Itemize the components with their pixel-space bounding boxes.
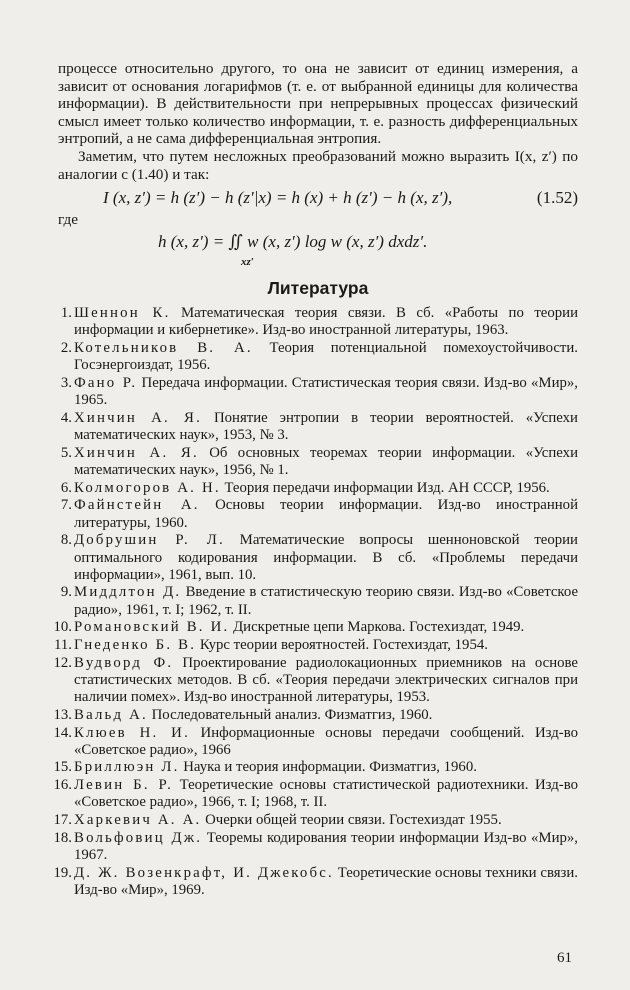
reference-author: Д. Ж. Возенкрафт, И. Джекобс.: [74, 864, 334, 881]
equation-number: (1.52): [536, 188, 578, 208]
reference-number: 16.: [53, 777, 72, 794]
reference-text: Теоретические основы техники связи. Изд-во «Мир», 1969.: [74, 864, 579, 898]
reference-author: Миддлтон Д.: [74, 584, 182, 601]
reference-author: Фано Р.: [74, 374, 138, 391]
reference-number: 15.: [53, 759, 72, 776]
equation-1-52-expression: I (x, z′) = h (z′) − h (z′|x) = h (x) + h (z′) − h (x, z′),: [103, 188, 453, 208]
reference-item: [53, 777, 579, 811]
reference-item: [58, 305, 578, 339]
reference-author: Левин Б. Р.: [74, 777, 174, 794]
reference-item: [58, 445, 578, 479]
reference-author: Котельников В. А.: [74, 340, 253, 357]
reference-item: [53, 829, 578, 864]
reference-number: 13.: [53, 706, 72, 723]
reference-author: Шеннон К.: [74, 305, 171, 322]
reference-item: [53, 706, 578, 724]
reference-number: 1.: [60, 305, 72, 322]
reference-author: Файнстейн А.: [74, 497, 200, 514]
reference-author: Харкевич А. А.: [74, 812, 202, 829]
reference-item: [58, 584, 578, 618]
reference-number: 19.: [53, 864, 72, 881]
reference-item: [53, 724, 578, 759]
reference-text: Теория потенциальной помехоустойчивости. Госэнергоиздат, 1956.: [74, 340, 578, 374]
equation-entropy: [58, 228, 578, 272]
reference-list: [53, 305, 579, 899]
reference-author: Вудворд Ф.: [74, 654, 174, 671]
reference-author: Бриллюэн Л.: [74, 759, 180, 776]
reference-text: Понятие энтропии в теории вероятностей. «Успехи математических наук», 1953, № 3.: [74, 409, 578, 444]
reference-number: 12.: [53, 654, 72, 671]
reference-author: Клюев Н. И.: [74, 724, 190, 741]
reference-text: Информационные основы передачи сообщений. Изд-во «Советское радио», 1966: [74, 724, 578, 758]
reference-author: Колмогоров А. Н.: [74, 479, 221, 496]
reference-author: Хинчин А. Я.: [74, 409, 203, 426]
reference-item: [58, 480, 578, 497]
reference-author: Романовский В. И.: [74, 619, 230, 636]
reference-text: Курс теории вероятностей. Гостехиздат, 1954.: [199, 637, 488, 654]
equation-1-52: [58, 185, 578, 211]
where-word: где: [58, 211, 78, 229]
reference-text: Передача информации. Статистическая теория связи. Изд-во «Мир», 1965.: [74, 374, 578, 409]
reference-number: 9.: [60, 584, 72, 601]
reference-item: [54, 637, 578, 654]
integral-subscript: xz′: [241, 256, 254, 269]
reference-number: 6.: [60, 479, 72, 496]
reference-item: [58, 410, 578, 444]
reference-item: [53, 759, 578, 776]
reference-text: Последовательный анализ. Физматгиз, 1960.: [151, 706, 433, 723]
reference-author: Вальд А.: [74, 706, 148, 723]
reference-text: Дискретные цепи Маркова. Гостехиздат, 1949.: [233, 619, 525, 636]
reference-text: Основы теории информации. Изд-во иностранной литературы, 1960.: [74, 497, 578, 531]
equation-entropy-expression: h (x, z′) = ∬ w (x, z′) log w (x, z′) dxdz′.: [158, 232, 428, 252]
reference-number: 5.: [60, 444, 72, 461]
reference-text: Об основных теоремах теории информации. «Успехи математических наук», 1956, № 1.: [74, 444, 578, 478]
reference-item: [53, 619, 578, 636]
page-number: 61: [557, 950, 572, 966]
reference-item: [58, 532, 578, 584]
reference-text: Введение в статистическую теорию связи. Изд-во «Советское радио», 1961, т. I; 1962, т. II.: [74, 584, 579, 618]
reference-text: Теоремы кодирования теории информации Изд-во «Мир», 1967.: [74, 829, 578, 863]
reference-number: 10.: [53, 619, 72, 636]
reference-number: 17.: [53, 812, 72, 829]
reference-number: 11.: [54, 637, 72, 654]
reference-text: Теория передачи информации Изд. АН СССР, 1956.: [224, 479, 550, 496]
reference-author: Гнеденко Б. В.: [74, 637, 197, 654]
reference-number: 4.: [60, 409, 72, 426]
reference-text: Очерки общей теории связи. Гостехиздат 1955.: [205, 812, 502, 829]
reference-number: 14.: [53, 724, 72, 741]
body-paragraph-1: процессе относительно другого, то она не зависит от единиц измерения, а зависит от основания логарифмов (т. е. от выбранной единицы для количества информации). В действительности при непрерывных процессах физический смысл имеет только количество информации, т. е. разность дифференциальных энтропий, а не сама дифференциальная энтропия.: [58, 60, 578, 148]
reference-item: [53, 812, 578, 829]
reference-number: 7.: [60, 497, 72, 514]
reference-text: Математическая теория связи. В сб. «Работы по теории информации и кибернетике». Изд-во иностранной литературы, 1963.: [74, 305, 578, 339]
reference-text: Проектирование радиолокационных приемников на основе статистических методов. В сб. «Теория передачи электрических сигналов при наличии помех». Изд-во иностранной литературы, 1953.: [74, 654, 578, 706]
body-paragraph-2: Заметим, что путем несложных преобразований можно выразить I(x, z′) по аналогии с (1.40) и так:: [58, 147, 578, 183]
reference-number: 18.: [53, 829, 72, 846]
reference-item: [58, 340, 578, 374]
reference-item: [53, 864, 579, 899]
reference-text: Математические вопросы шенноновской теории оптимального кодирования информации. В сб. «Проблемы передачи информации», 1961, вып. 10.: [74, 532, 578, 583]
reference-author: Добрушин Р. Л.: [74, 532, 225, 549]
reference-number: 2.: [60, 340, 72, 357]
reference-author: Вольфовиц Дж.: [74, 829, 203, 846]
reference-item: [53, 654, 578, 707]
reference-text: Наука и теория информации. Физматгиз, 1960.: [183, 759, 477, 776]
reference-text: Теоретические основы статистической радиотехники. Изд-во «Советское радио», 1966, т. I; 1968, т. II.: [74, 777, 579, 811]
reference-author: Хинчин А. Я.: [74, 444, 199, 461]
reference-number: 8.: [60, 532, 72, 549]
section-title: Литература: [267, 278, 369, 299]
reference-number: 3.: [60, 374, 72, 391]
reference-item: [58, 375, 578, 409]
reference-item: [58, 497, 578, 531]
